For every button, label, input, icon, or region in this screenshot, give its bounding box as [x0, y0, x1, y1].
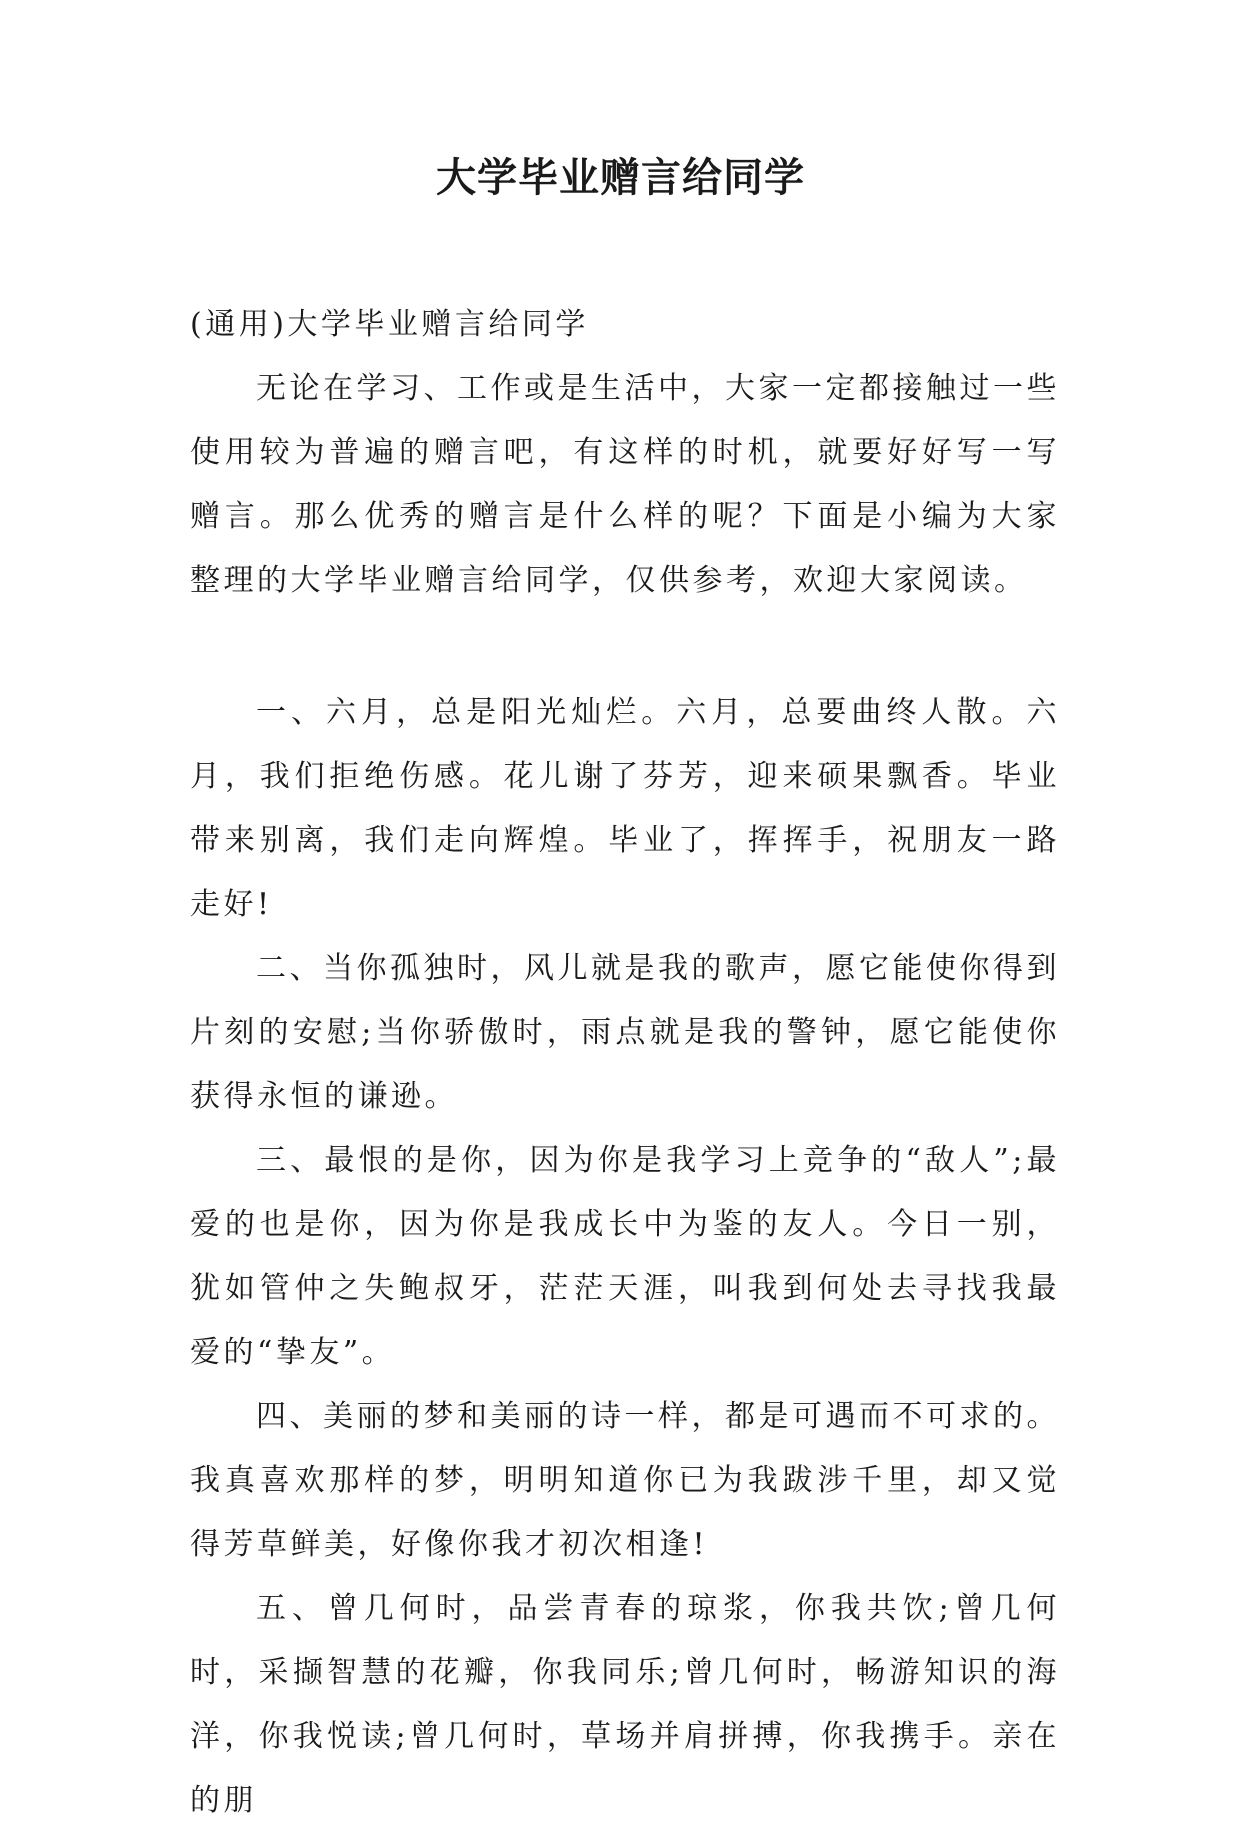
- greeting-item-3: 三、最恨的是你，因为你是我学习上竞争的“敌人”;最爱的也是你，因为你是我成长中为鉴的友人。今日一别，犹如管仲之失鲍叔牙，茫茫天涯，叫我到何处去寻找我最爱的“挚友”。: [190, 1143, 1060, 1370]
- greeting-item-4: 四、美丽的梦和美丽的诗一样，都是可遇而不可求的。我真喜欢那样的梦，明明知道你已为我跋涉千里，却又觉得芳草鲜美，好像你我才初次相逢!: [190, 1399, 1060, 1562]
- paragraph-gap: [190, 613, 1060, 681]
- document-body: [190, 293, 1060, 1833]
- intro-paragraph: 无论在学习、工作或是生活中，大家一定都接触过一些使用较为普遍的赠言吧，有这样的时机，就要好好写一写赠言。那么优秀的赠言是什么样的呢？下面是小编为大家整理的大学毕业赠言给同学，仅供参考，欢迎大家阅读。: [190, 371, 1060, 598]
- greeting-item-2: 二、当你孤独时，风儿就是我的歌声，愿它能使你得到片刻的安慰;当你骄傲时，雨点就是我的警钟，愿它能使你获得永恒的谦逊。: [190, 951, 1060, 1114]
- document-subtitle: (通用)大学毕业赠言给同学: [190, 307, 589, 342]
- greeting-item-5: 五、曾几何时，品尝青春的琼浆，你我共饮;曾几何时，采撷智慧的花瓣，你我同乐;曾几何时，畅游知识的海洋，你我悦读;曾几何时，草场并肩拼搏，你我携手。亲在的朋: [190, 1591, 1060, 1818]
- document-title: 大学毕业赠言给同学: [436, 155, 805, 201]
- greeting-item-1: 一、六月，总是阳光灿烂。六月，总要曲终人散。六月，我们拒绝伤感。花儿谢了芬芳，迎来硕果飘香。毕业带来别离，我们走向辉煌。毕业了，挥挥手，祝朋友一路走好!: [190, 695, 1060, 922]
